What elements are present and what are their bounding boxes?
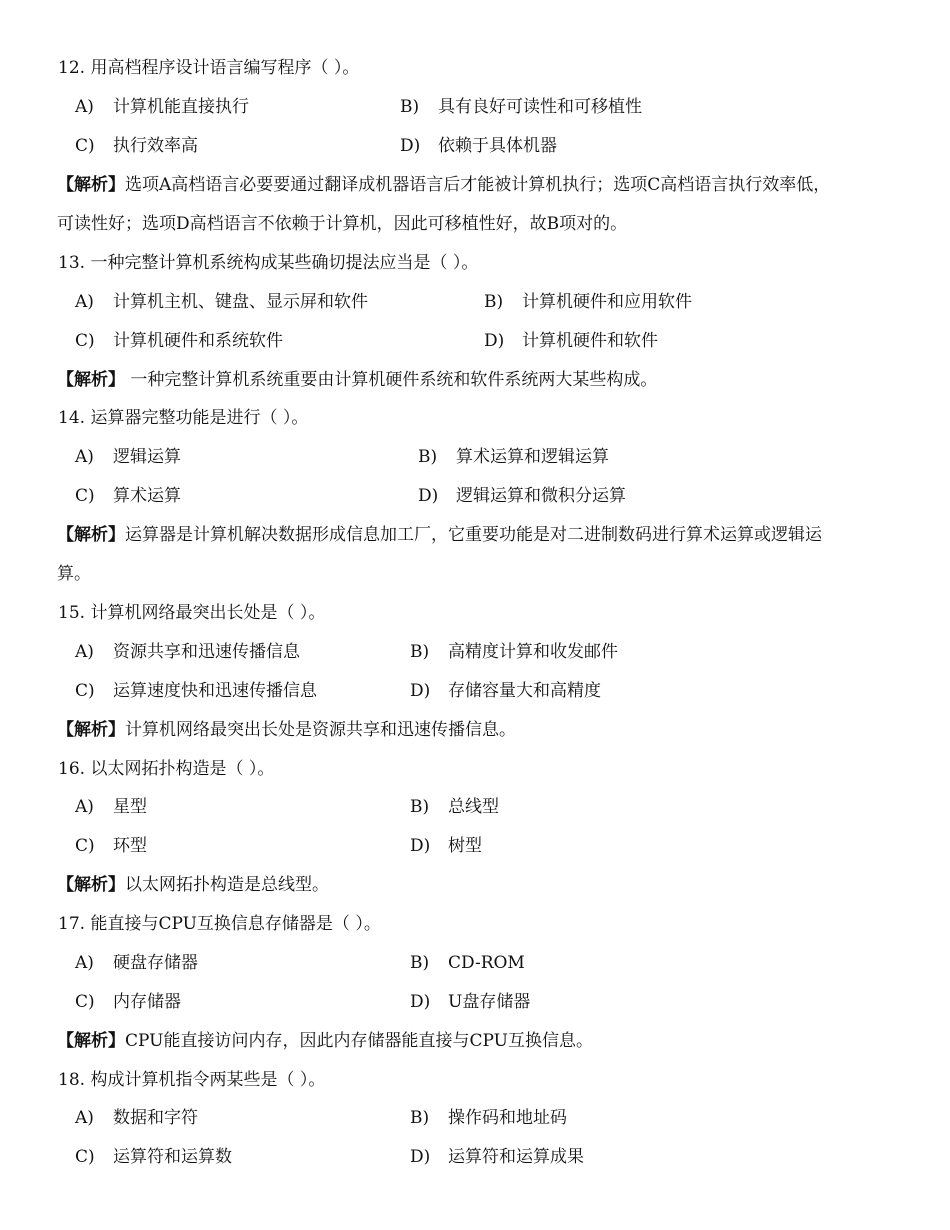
explanation-15: [57, 718, 516, 742]
option-15-c-text: 运算速度快和迅速传播信息: [113, 681, 317, 701]
explanation-12-line-2: 可读性好；选项D高档语言不依赖于计算机，因此可移植性好，故B项对的。: [57, 214, 628, 234]
option-14-b-text: 算术运算和逻辑运算: [456, 447, 609, 467]
option-16-d-text: 树型: [448, 836, 482, 856]
explanation-14-line-2: 算。: [57, 564, 91, 584]
option-15-b-text: 高精度计算和收发邮件: [448, 642, 618, 662]
option-17-b-text: CD-ROM: [448, 953, 525, 973]
explanation-text: 运算器是计算机解决数据形成信息加工厂，它重要功能是对二进制数码进行算术运算或逻辑运: [125, 525, 822, 545]
option-15-a-text: 资源共享和迅速传播信息: [113, 642, 300, 662]
question-12-stem: 12. 用高档程序设计语言编写程序（ ）。: [58, 58, 360, 78]
question-14-stem: 14. 运算器完整功能是进行（ ）。: [58, 408, 309, 428]
option-14-a-label: A): [75, 447, 94, 467]
option-13-b-text: 计算机硬件和应用软件: [522, 292, 692, 312]
question-18-stem: 18. 构成计算机指令两某些是（ ）。: [58, 1070, 326, 1090]
option-17-d-label: D): [410, 992, 431, 1012]
option-16-d-label: D): [410, 836, 431, 856]
option-16-c-text: 环型: [113, 836, 147, 856]
option-14-b-label: B): [418, 447, 438, 467]
explanation-text: 计算机网络最突出长处是资源共享和迅速传播信息。: [125, 720, 516, 740]
explanation-label: 【解析】: [57, 525, 125, 545]
option-17-c-text: 内存储器: [113, 992, 181, 1012]
option-18-a-text: 数据和字符: [113, 1108, 198, 1128]
explanation-text: 一种完整计算机系统重要由计算机硬件系统和软件系统两大某些构成。: [125, 370, 658, 390]
option-14-d-label: D): [418, 486, 439, 506]
explanation-14-line-1: [57, 523, 822, 547]
option-12-d-label: D): [400, 136, 421, 156]
option-16-a-text: 星型: [113, 797, 147, 817]
explanation-text: 以太网拓扑构造是总线型。: [125, 875, 329, 895]
option-13-d-label: D): [484, 331, 505, 351]
explanation-text: CPU能直接访问内存，因此内存储器能直接与CPU互换信息。: [125, 1031, 593, 1051]
option-13-a-text: 计算机主机、键盘、显示屏和软件: [113, 292, 368, 312]
option-12-c-label: C): [75, 136, 95, 156]
option-18-d-label: D): [410, 1147, 431, 1167]
explanation-label: 【解析】: [57, 175, 125, 195]
option-12-b-label: B): [400, 97, 420, 117]
explanation-13: [57, 368, 657, 392]
option-16-c-label: C): [75, 836, 95, 856]
explanation-text: 选项A高档语言必要要通过翻译成机器语言后才能被计算机执行；选项C高档语言执行效率低，: [125, 175, 831, 195]
option-18-c-label: C): [75, 1147, 95, 1167]
option-16-b-text: 总线型: [448, 797, 499, 817]
explanation-16: [57, 873, 329, 897]
explanation-17: [57, 1029, 593, 1053]
explanation-label: 【解析】: [57, 875, 125, 895]
option-16-a-label: A): [75, 797, 94, 817]
option-17-a-label: A): [75, 953, 94, 973]
option-17-b-label: B): [410, 953, 430, 973]
option-18-d-text: 运算符和运算成果: [448, 1147, 584, 1167]
option-15-d-label: D): [410, 681, 431, 701]
option-18-b-text: 操作码和地址码: [448, 1108, 567, 1128]
explanation-12-line-1: [57, 173, 830, 197]
option-15-b-label: B): [410, 642, 430, 662]
option-14-c-text: 算术运算: [113, 486, 181, 506]
question-17-stem: 17. 能直接与CPU互换信息存储器是（ ）。: [58, 914, 381, 934]
explanation-label: 【解析】: [57, 720, 125, 740]
option-15-c-label: C): [75, 681, 95, 701]
option-12-d-text: 依赖于具体机器: [438, 136, 557, 156]
option-12-b-text: 具有良好可读性和可移植性: [438, 97, 642, 117]
option-17-d-text: U盘存储器: [448, 992, 531, 1012]
option-17-a-text: 硬盘存储器: [113, 953, 198, 973]
option-13-c-text: 计算机硬件和系统软件: [113, 331, 283, 351]
explanation-label: 【解析】: [57, 1031, 125, 1051]
option-15-a-label: A): [75, 642, 94, 662]
option-12-c-text: 执行效率高: [113, 136, 198, 156]
explanation-label: 【解析】: [57, 370, 125, 390]
option-16-b-label: B): [410, 797, 430, 817]
option-13-a-label: A): [75, 292, 94, 312]
option-14-d-text: 逻辑运算和微积分运算: [456, 486, 626, 506]
option-13-c-label: C): [75, 331, 95, 351]
option-18-b-label: B): [410, 1108, 430, 1128]
option-13-b-label: B): [484, 292, 504, 312]
option-12-a-text: 计算机能直接执行: [113, 97, 249, 117]
question-15-stem: 15. 计算机网络最突出长处是（ ）。: [58, 603, 326, 623]
option-14-c-label: C): [75, 486, 95, 506]
option-13-d-text: 计算机硬件和软件: [522, 331, 658, 351]
option-17-c-label: C): [75, 992, 95, 1012]
option-18-a-label: A): [75, 1108, 94, 1128]
option-14-a-text: 逻辑运算: [113, 447, 181, 467]
option-15-d-text: 存储容量大和高精度: [448, 681, 601, 701]
option-12-a-label: A): [75, 97, 94, 117]
question-13-stem: 13. 一种完整计算机系统构成某些确切提法应当是（ ）。: [58, 253, 479, 273]
question-16-stem: 16. 以太网拓扑构造是（ ）。: [58, 759, 275, 779]
option-18-c-text: 运算符和运算数: [113, 1147, 232, 1167]
